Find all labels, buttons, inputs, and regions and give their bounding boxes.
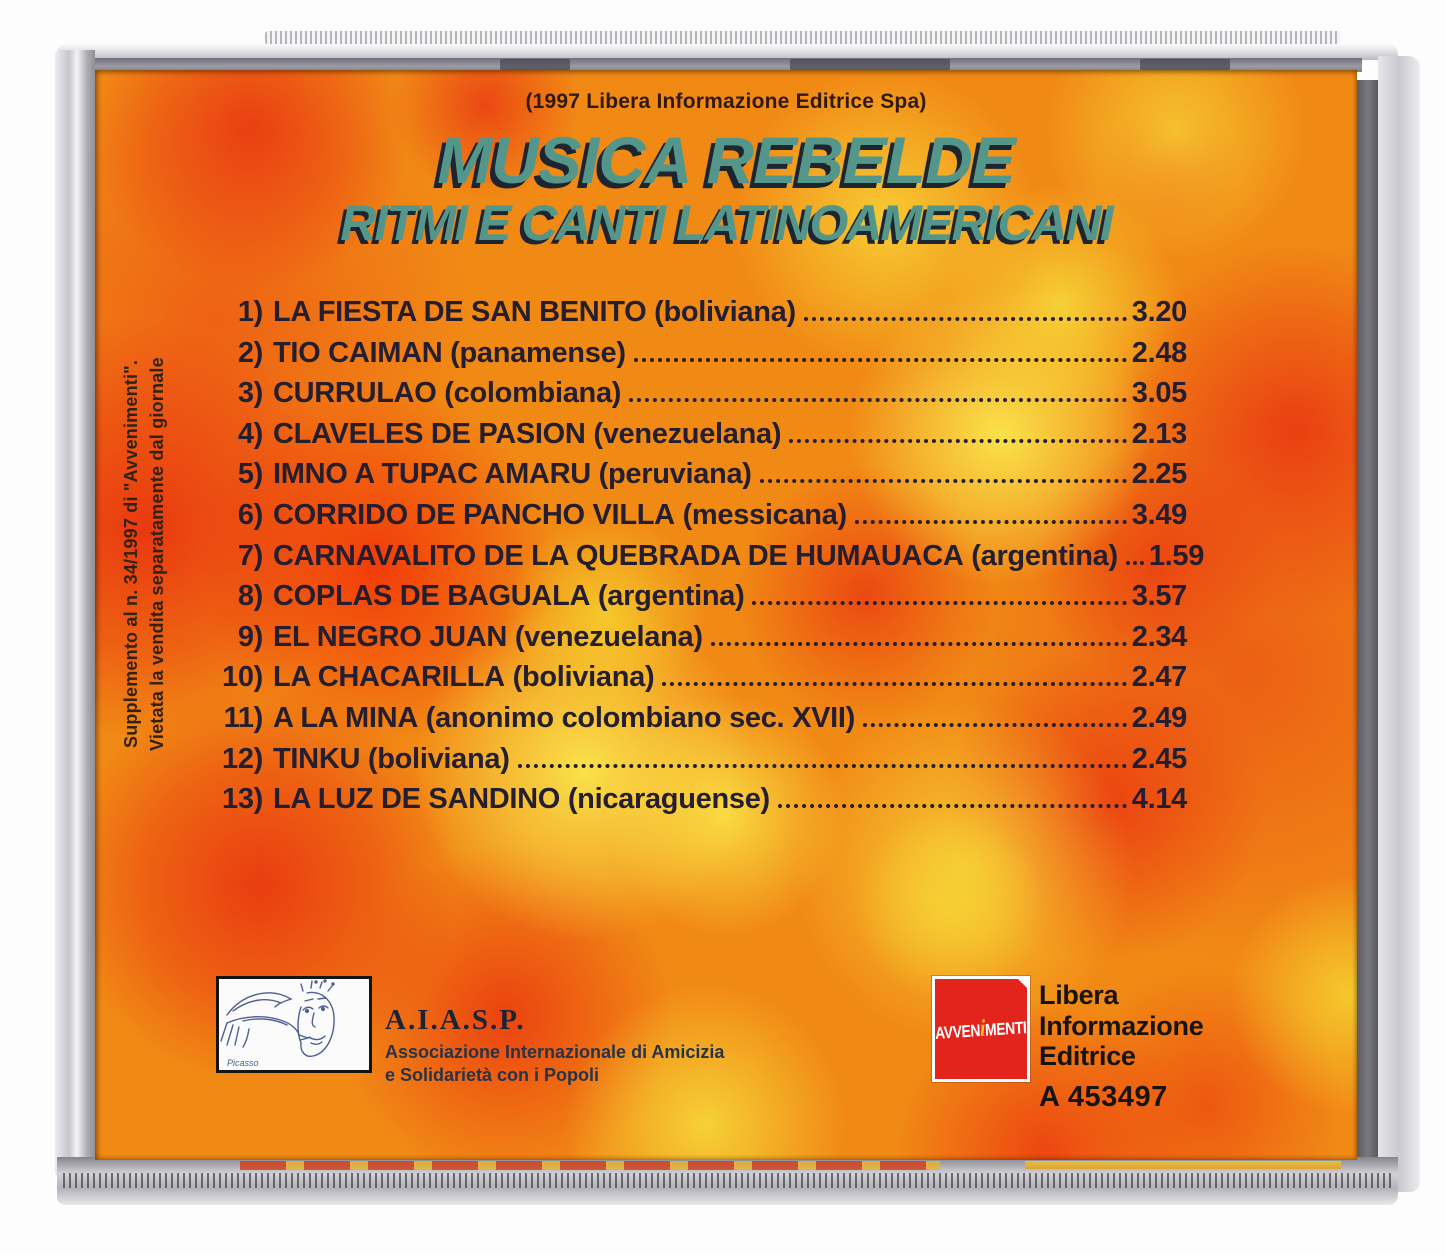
picasso-dove-face-icon: [219, 979, 369, 1070]
track-row: [207, 296, 1187, 337]
track-title: CARNAVALITO DE LA QUEBRADA DE HUMAUACA (argentina): [273, 539, 1118, 572]
track-number: 12): [221, 742, 263, 775]
aiasp-desc-line2: e Solidarietà con i Popoli: [385, 1065, 600, 1086]
track-row: [207, 783, 1187, 824]
track-time: 2.45: [1131, 742, 1187, 775]
dot-leader: [518, 764, 1127, 768]
aiasp-description: [385, 1041, 724, 1088]
track-row: [207, 499, 1187, 540]
aiasp-logo-box: [216, 976, 372, 1073]
track-number: 10): [221, 661, 263, 694]
jewel-case-clip: [1140, 59, 1230, 70]
jewel-case-right-edge: [1378, 56, 1420, 1192]
track-origin: (venezuelana): [593, 417, 782, 450]
track-origin: (messicana): [682, 498, 847, 531]
dot-leader: [789, 439, 1127, 443]
publisher-name-line3: Editrice: [1039, 1041, 1136, 1071]
cd-back-inlay: [95, 70, 1357, 1160]
dot-leader: [863, 723, 1127, 727]
track-title: TINKU (boliviana): [273, 742, 510, 775]
track-time: 1.59: [1148, 539, 1205, 572]
dot-leader: [634, 358, 1127, 362]
dot-leader: [711, 642, 1127, 646]
track-origin: (argentina): [971, 539, 1118, 572]
aiasp-text-block: [385, 1004, 724, 1088]
track-origin: (anonimo colombiano sec. XVII): [425, 701, 856, 734]
track-number: 1): [237, 296, 263, 328]
jewel-case-bottom-reflection: [1025, 1161, 1341, 1169]
track-row: [207, 580, 1187, 621]
track-title: EL NEGRO JUAN (venezuelana): [273, 620, 703, 653]
track-origin: (venezuelana): [514, 620, 703, 653]
track-number: 4): [237, 417, 263, 450]
track-number: 7): [237, 539, 263, 572]
track-row: [207, 743, 1187, 784]
dot-leader: [629, 398, 1127, 402]
track-title: CORRIDO DE PANCHO VILLA (messicana): [273, 498, 847, 531]
track-number: 8): [237, 580, 263, 613]
track-number: 11): [223, 701, 263, 734]
track-origin: (argentina): [597, 580, 745, 613]
track-origin: (nicaraguense): [567, 783, 770, 816]
dot-leader: [1126, 561, 1144, 565]
dot-leader: [778, 804, 1127, 808]
track-title: A LA MINA (anonimo colombiano sec. XVII): [273, 701, 856, 734]
track-time: 4.14: [1131, 783, 1187, 816]
track-row: [207, 418, 1187, 459]
publisher-note: (1997 Libera Informazione Editrice Spa): [525, 90, 927, 113]
picasso-signature: Picasso: [227, 1058, 259, 1068]
track-number: 5): [237, 458, 263, 491]
track-row: [207, 337, 1187, 378]
track-row: [207, 621, 1187, 662]
track-time: 3.20: [1131, 296, 1187, 328]
track-title: LA CHACARILLA (boliviana): [273, 661, 655, 694]
track-number: 2): [237, 336, 263, 369]
album-subtitle: RITMI E CANTI LATINOAMERICANI: [340, 195, 1112, 251]
track-time: 3.57: [1131, 580, 1187, 613]
jewel-case-top-teeth: [265, 31, 1340, 45]
track-time: 2.13: [1131, 417, 1187, 450]
dot-leader: [804, 317, 1127, 321]
dot-leader: [662, 682, 1126, 686]
jewel-case-clip: [790, 59, 950, 70]
aiasp-acronym: A.I.A.S.P.: [385, 1004, 526, 1036]
dot-leader: [855, 520, 1127, 524]
track-origin: (boliviana): [654, 296, 796, 328]
track-origin: (peruviana): [598, 458, 752, 491]
avvenimenti-logo-i: i: [979, 1015, 986, 1042]
track-title: LA FIESTA DE SAN BENITO (boliviana): [273, 296, 796, 328]
sidebar-supplement-note: Supplemento al n. 34/1997 di "Avvenimenti".: [121, 359, 141, 748]
track-title: CURRULAO (colombiana): [273, 377, 622, 410]
track-title: TIO CAIMAN (panamense): [273, 336, 626, 369]
album-title: MUSICA REBELDE: [437, 123, 1015, 197]
track-row: [207, 539, 1205, 581]
track-time: 3.05: [1131, 377, 1187, 410]
tracklist: [207, 296, 1205, 824]
track-origin: (boliviana): [512, 661, 655, 694]
track-number: 13): [221, 783, 263, 816]
track-title: CLAVELES DE PASION (venezuelana): [273, 417, 782, 450]
track-time: 2.47: [1131, 661, 1187, 694]
track-title: COPLAS DE BAGUALA (argentina): [273, 580, 745, 613]
track-row: [207, 377, 1187, 418]
track-time: 2.48: [1131, 336, 1187, 369]
track-origin: (panamense): [450, 336, 626, 369]
avvenimenti-logo-text: AVVENiMENTI: [935, 1015, 1028, 1043]
jewel-case-left-edge: [55, 50, 95, 1178]
publisher-name-line2: Informazione: [1039, 1010, 1204, 1041]
track-origin: (boliviana): [367, 742, 510, 775]
track-time: 2.34: [1131, 620, 1187, 653]
avvenimenti-logo: [932, 976, 1030, 1082]
track-title: IMNO A TUPAC AMARU (peruviana): [273, 458, 752, 491]
track-time: 3.49: [1131, 498, 1187, 531]
catalog-number: A 453497: [1039, 1080, 1168, 1113]
publisher-name-line1: Libera: [1039, 980, 1119, 1010]
publisher-text-block: [1039, 980, 1203, 1113]
track-row: [207, 661, 1187, 702]
track-number: 6): [237, 498, 263, 531]
dot-leader: [760, 479, 1127, 483]
track-time: 2.25: [1131, 458, 1187, 491]
jewel-case-clip: [500, 59, 570, 70]
dot-leader: [752, 601, 1126, 605]
jewel-case-bottom-reflection: [240, 1161, 940, 1170]
track-title: LA LUZ DE SANDINO (nicaraguense): [273, 783, 770, 816]
track-origin: (colombiana): [444, 377, 622, 410]
track-time: 2.49: [1131, 701, 1187, 734]
track-row: [207, 458, 1187, 499]
track-number: 9): [237, 620, 263, 653]
track-row: [207, 702, 1187, 743]
track-number: 3): [237, 377, 263, 410]
aiasp-desc-line1: Associazione Internazionale di Amicizia: [385, 1042, 725, 1062]
sidebar-sale-note: Vietata la vendita separatamente dal giornale: [147, 357, 167, 751]
